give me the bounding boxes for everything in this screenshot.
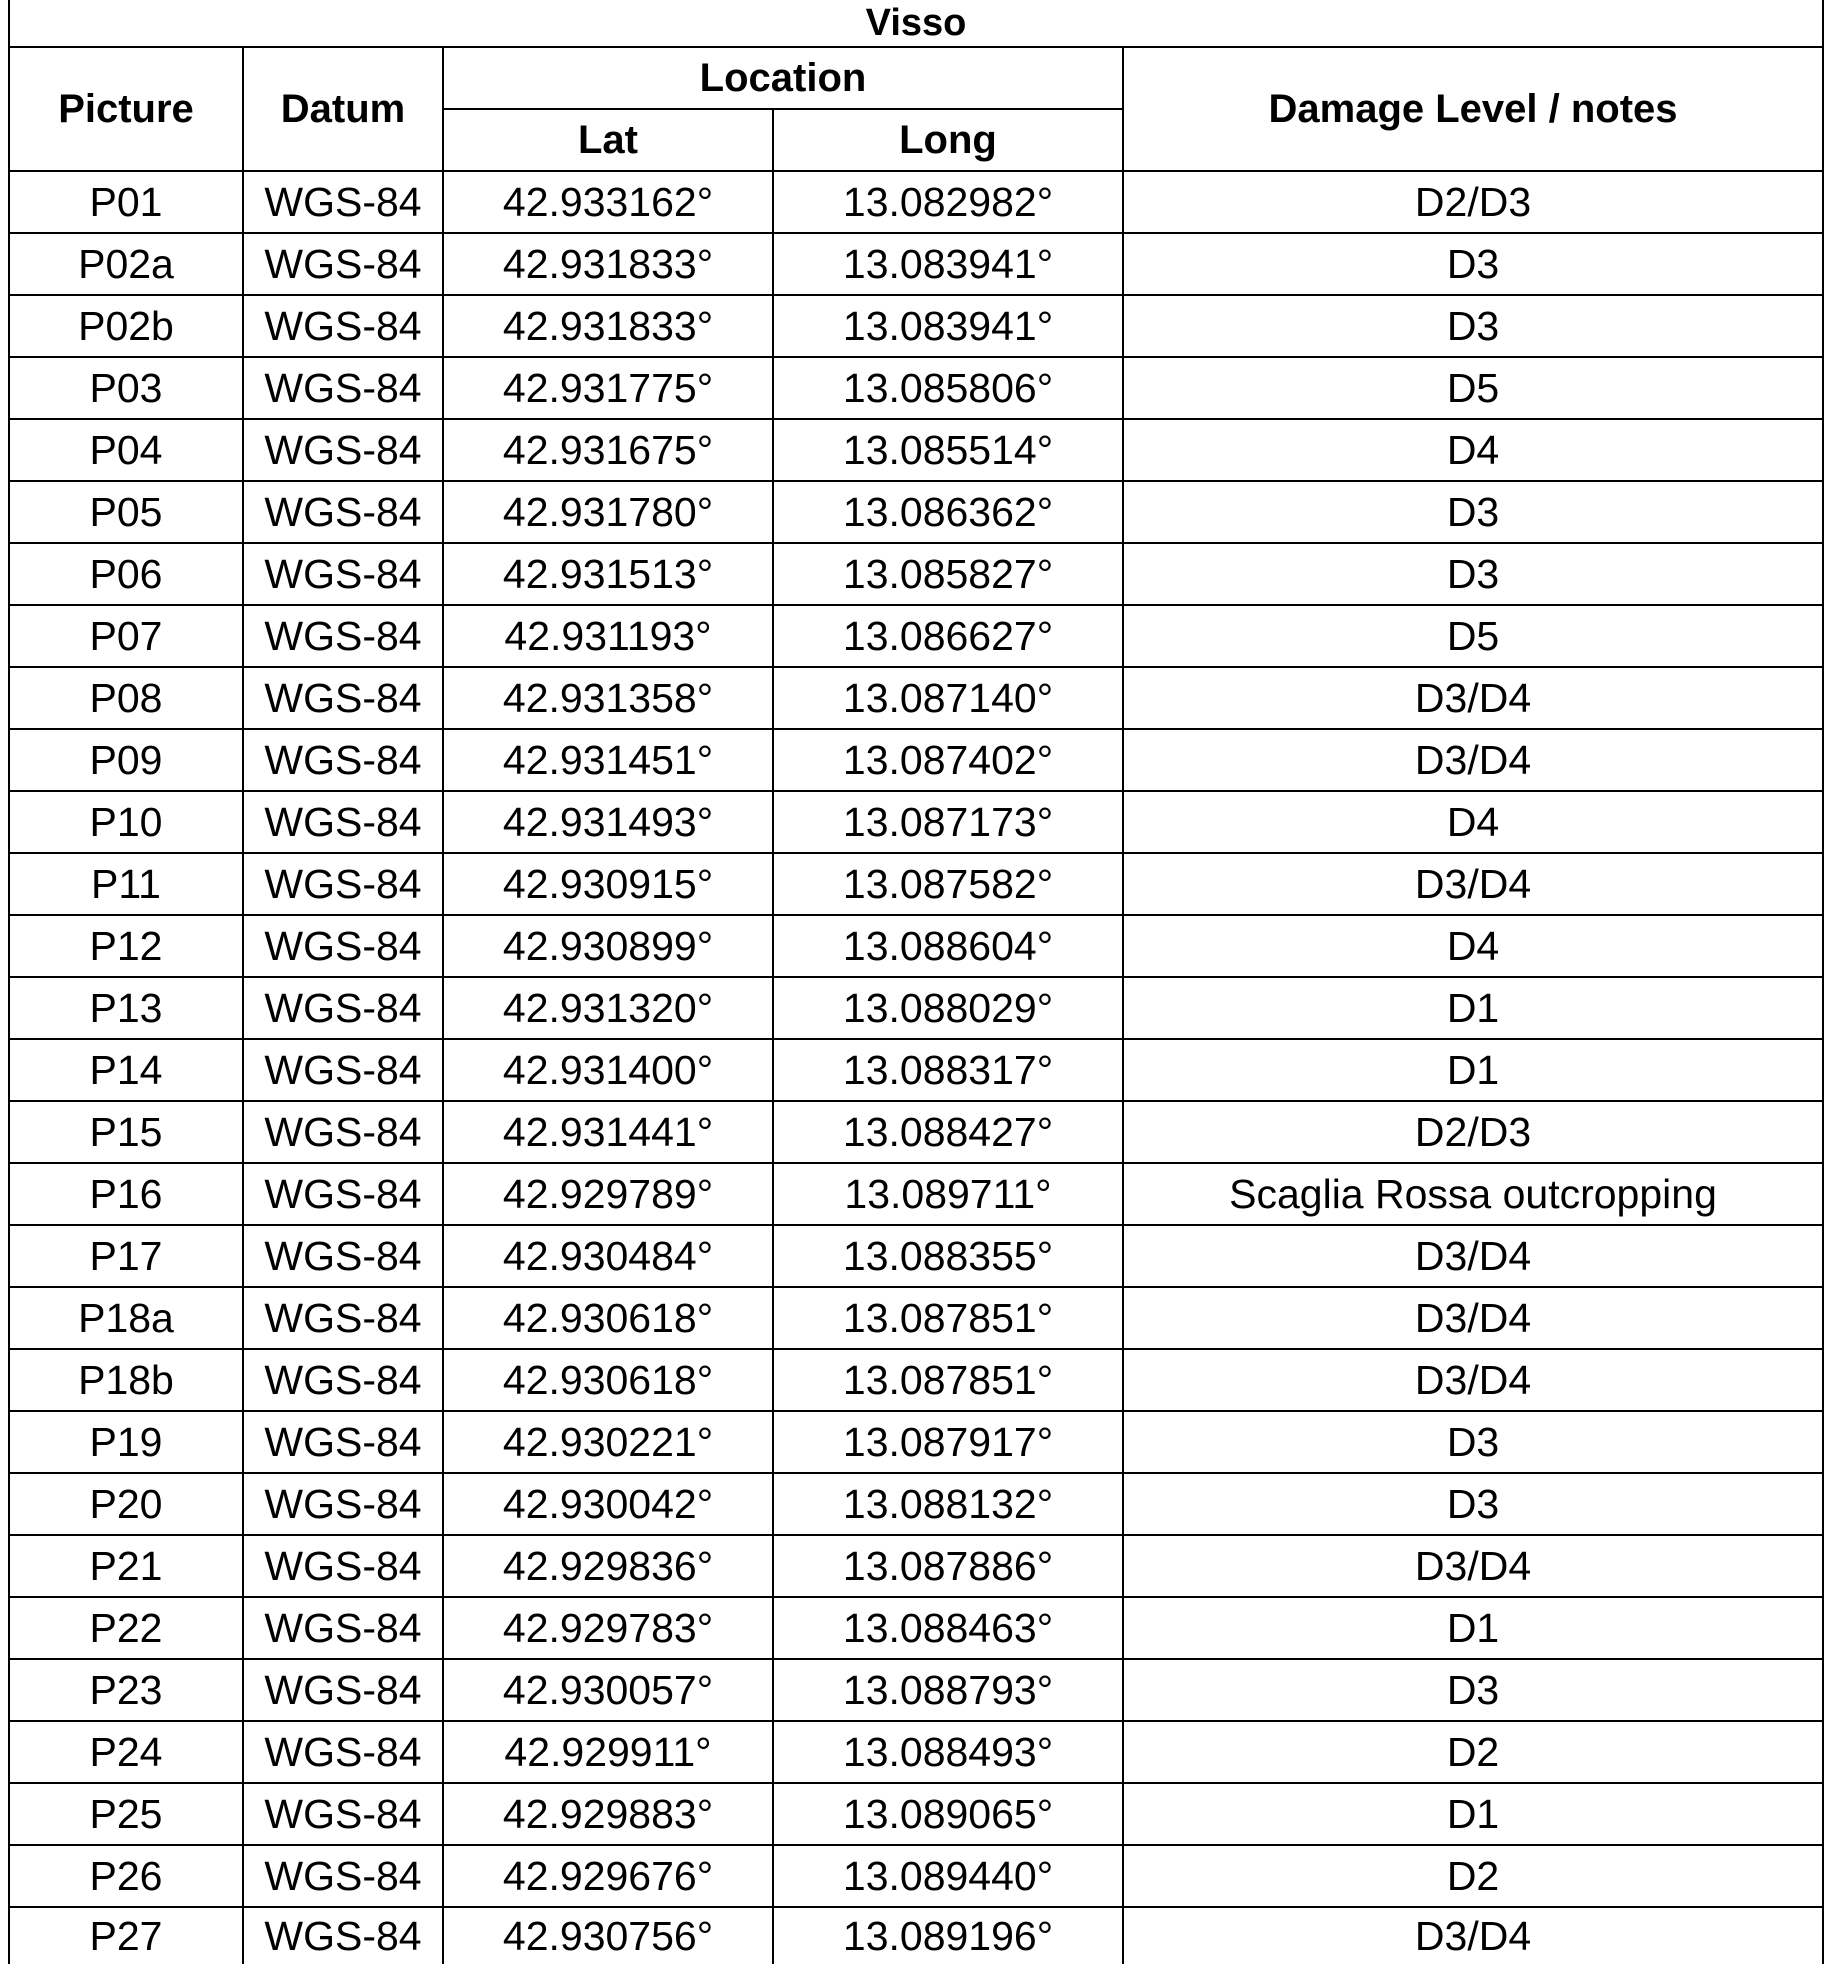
column-header-datum: Datum [243, 47, 443, 171]
cell-long: 13.087851° [773, 1287, 1123, 1349]
table-row [9, 1783, 1823, 1845]
column-header-lat: Lat [443, 109, 773, 171]
cell-long: 13.088029° [773, 977, 1123, 1039]
cell-lat: 42.930618° [443, 1287, 773, 1349]
cell-damage: D1 [1123, 1039, 1823, 1101]
cell-long: 13.085514° [773, 419, 1123, 481]
cell-long: 13.087402° [773, 729, 1123, 791]
cell-lat: 42.931400° [443, 1039, 773, 1101]
cell-datum: WGS-84 [243, 1597, 443, 1659]
table-row [9, 853, 1823, 915]
cell-long: 13.088132° [773, 1473, 1123, 1535]
table-row [9, 915, 1823, 977]
cell-long: 13.088317° [773, 1039, 1123, 1101]
cell-picture: P21 [9, 1535, 243, 1597]
cell-datum: WGS-84 [243, 977, 443, 1039]
cell-datum: WGS-84 [243, 543, 443, 605]
table-row [9, 729, 1823, 791]
cell-long: 13.087886° [773, 1535, 1123, 1597]
cell-datum: WGS-84 [243, 915, 443, 977]
cell-damage: D2 [1123, 1721, 1823, 1783]
column-group-location: Location [443, 47, 1123, 109]
cell-damage: D4 [1123, 419, 1823, 481]
cell-datum: WGS-84 [243, 357, 443, 419]
cell-datum: WGS-84 [243, 1225, 443, 1287]
table-row [9, 481, 1823, 543]
cell-picture: P02b [9, 295, 243, 357]
cell-datum: WGS-84 [243, 1349, 443, 1411]
cell-picture: P19 [9, 1411, 243, 1473]
cell-datum: WGS-84 [243, 1721, 443, 1783]
table-row [9, 419, 1823, 481]
cell-picture: P25 [9, 1783, 243, 1845]
cell-long: 13.087173° [773, 791, 1123, 853]
cell-long: 13.087851° [773, 1349, 1123, 1411]
cell-lat: 42.931320° [443, 977, 773, 1039]
cell-lat: 42.933162° [443, 171, 773, 233]
cell-damage: D1 [1123, 977, 1823, 1039]
cell-picture: P11 [9, 853, 243, 915]
cell-damage: D3/D4 [1123, 1287, 1823, 1349]
cell-picture: P17 [9, 1225, 243, 1287]
cell-picture: P24 [9, 1721, 243, 1783]
cell-datum: WGS-84 [243, 419, 443, 481]
cell-long: 13.083941° [773, 295, 1123, 357]
cell-damage: D3 [1123, 481, 1823, 543]
cell-picture: P08 [9, 667, 243, 729]
cell-datum: WGS-84 [243, 1163, 443, 1225]
table-row [9, 1845, 1823, 1907]
cell-lat: 42.929783° [443, 1597, 773, 1659]
table-row [9, 667, 1823, 729]
cell-datum: WGS-84 [243, 295, 443, 357]
cell-lat: 42.930057° [443, 1659, 773, 1721]
cell-long: 13.089065° [773, 1783, 1123, 1845]
cell-lat: 42.931780° [443, 481, 773, 543]
cell-damage: D3/D4 [1123, 667, 1823, 729]
cell-picture: P22 [9, 1597, 243, 1659]
cell-long: 13.088793° [773, 1659, 1123, 1721]
cell-lat: 42.929789° [443, 1163, 773, 1225]
cell-lat: 42.930756° [443, 1907, 773, 1964]
cell-damage: D3/D4 [1123, 1349, 1823, 1411]
cell-datum: WGS-84 [243, 853, 443, 915]
cell-damage: D3 [1123, 1659, 1823, 1721]
table-row [9, 295, 1823, 357]
cell-long: 13.088463° [773, 1597, 1123, 1659]
cell-datum: WGS-84 [243, 171, 443, 233]
cell-datum: WGS-84 [243, 667, 443, 729]
table-row [9, 605, 1823, 667]
cell-damage: D3/D4 [1123, 853, 1823, 915]
table-row [9, 1101, 1823, 1163]
cell-lat: 42.931451° [443, 729, 773, 791]
cell-datum: WGS-84 [243, 481, 443, 543]
column-header-damage: Damage Level / notes [1123, 47, 1823, 171]
table-row [9, 171, 1823, 233]
table-row [9, 1473, 1823, 1535]
cell-lat: 42.929676° [443, 1845, 773, 1907]
table-row [9, 1721, 1823, 1783]
cell-damage: Scaglia Rossa outcropping [1123, 1163, 1823, 1225]
cell-long: 13.088355° [773, 1225, 1123, 1287]
cell-picture: P26 [9, 1845, 243, 1907]
cell-picture: P27 [9, 1907, 243, 1964]
cell-picture: P18a [9, 1287, 243, 1349]
table-row [9, 1907, 1823, 1964]
cell-long: 13.083941° [773, 233, 1123, 295]
cell-picture: P18b [9, 1349, 243, 1411]
table-row [9, 791, 1823, 853]
cell-datum: WGS-84 [243, 233, 443, 295]
cell-damage: D3 [1123, 543, 1823, 605]
cell-lat: 42.930221° [443, 1411, 773, 1473]
cell-picture: P10 [9, 791, 243, 853]
table-row [9, 1535, 1823, 1597]
cell-picture: P06 [9, 543, 243, 605]
cell-long: 13.089196° [773, 1907, 1123, 1964]
cell-lat: 42.931513° [443, 543, 773, 605]
table-row [9, 1411, 1823, 1473]
table-row [9, 233, 1823, 295]
cell-lat: 42.931441° [443, 1101, 773, 1163]
table-row [9, 1659, 1823, 1721]
cell-damage: D3 [1123, 233, 1823, 295]
cell-lat: 42.930915° [443, 853, 773, 915]
cell-picture: P01 [9, 171, 243, 233]
cell-long: 13.089440° [773, 1845, 1123, 1907]
cell-picture: P15 [9, 1101, 243, 1163]
cell-datum: WGS-84 [243, 1039, 443, 1101]
cell-damage: D3/D4 [1123, 1225, 1823, 1287]
cell-damage: D3/D4 [1123, 1907, 1823, 1964]
cell-long: 13.082982° [773, 171, 1123, 233]
cell-lat: 42.931775° [443, 357, 773, 419]
cell-picture: P20 [9, 1473, 243, 1535]
cell-damage: D5 [1123, 357, 1823, 419]
cell-datum: WGS-84 [243, 605, 443, 667]
cell-damage: D4 [1123, 791, 1823, 853]
cell-lat: 42.931493° [443, 791, 773, 853]
cell-lat: 42.931193° [443, 605, 773, 667]
cell-damage: D3 [1123, 1473, 1823, 1535]
cell-long: 13.088604° [773, 915, 1123, 977]
cell-damage: D2/D3 [1123, 1101, 1823, 1163]
table-row [9, 977, 1823, 1039]
column-header-picture: Picture [9, 47, 243, 171]
cell-picture: P23 [9, 1659, 243, 1721]
cell-damage: D1 [1123, 1783, 1823, 1845]
cell-damage: D3/D4 [1123, 729, 1823, 791]
cell-long: 13.087582° [773, 853, 1123, 915]
cell-lat: 42.930042° [443, 1473, 773, 1535]
cell-picture: P02a [9, 233, 243, 295]
picture-location-table [8, 0, 1824, 1964]
cell-picture: P16 [9, 1163, 243, 1225]
table-row [9, 543, 1823, 605]
cell-lat: 42.929836° [443, 1535, 773, 1597]
cell-datum: WGS-84 [243, 1287, 443, 1349]
cell-long: 13.087140° [773, 667, 1123, 729]
cell-damage: D2 [1123, 1845, 1823, 1907]
cell-datum: WGS-84 [243, 1473, 443, 1535]
cell-damage: D4 [1123, 915, 1823, 977]
cell-picture: P05 [9, 481, 243, 543]
cell-lat: 42.931675° [443, 419, 773, 481]
cell-lat: 42.931833° [443, 233, 773, 295]
cell-damage: D3 [1123, 1411, 1823, 1473]
cell-long: 13.086362° [773, 481, 1123, 543]
cell-long: 13.086627° [773, 605, 1123, 667]
cell-datum: WGS-84 [243, 1535, 443, 1597]
cell-picture: P14 [9, 1039, 243, 1101]
cell-long: 13.085827° [773, 543, 1123, 605]
cell-damage: D3/D4 [1123, 1535, 1823, 1597]
cell-picture: P09 [9, 729, 243, 791]
table-row [9, 1287, 1823, 1349]
cell-long: 13.089711° [773, 1163, 1123, 1225]
cell-long: 13.085806° [773, 357, 1123, 419]
cell-damage: D2/D3 [1123, 171, 1823, 233]
cell-picture: P03 [9, 357, 243, 419]
cell-lat: 42.931833° [443, 295, 773, 357]
cell-datum: WGS-84 [243, 1845, 443, 1907]
table-row [9, 1163, 1823, 1225]
cell-lat: 42.930899° [443, 915, 773, 977]
cell-damage: D5 [1123, 605, 1823, 667]
cell-lat: 42.930618° [443, 1349, 773, 1411]
cell-long: 13.088493° [773, 1721, 1123, 1783]
cell-datum: WGS-84 [243, 1783, 443, 1845]
table-title: Visso [9, 0, 1823, 47]
table-row [9, 1225, 1823, 1287]
cell-picture: P13 [9, 977, 243, 1039]
cell-lat: 42.930484° [443, 1225, 773, 1287]
cell-damage: D3 [1123, 295, 1823, 357]
cell-lat: 42.931358° [443, 667, 773, 729]
cell-datum: WGS-84 [243, 1101, 443, 1163]
cell-datum: WGS-84 [243, 1659, 443, 1721]
cell-datum: WGS-84 [243, 1411, 443, 1473]
cell-picture: P12 [9, 915, 243, 977]
cell-damage: D1 [1123, 1597, 1823, 1659]
table-row [9, 1349, 1823, 1411]
cell-datum: WGS-84 [243, 729, 443, 791]
table-row [9, 1039, 1823, 1101]
cell-lat: 42.929883° [443, 1783, 773, 1845]
table-row [9, 1597, 1823, 1659]
column-header-long: Long [773, 109, 1123, 171]
cell-long: 13.087917° [773, 1411, 1123, 1473]
cell-datum: WGS-84 [243, 1907, 443, 1964]
cell-picture: P07 [9, 605, 243, 667]
cell-datum: WGS-84 [243, 791, 443, 853]
table-row [9, 357, 1823, 419]
cell-picture: P04 [9, 419, 243, 481]
cell-lat: 42.929911° [443, 1721, 773, 1783]
cell-long: 13.088427° [773, 1101, 1123, 1163]
